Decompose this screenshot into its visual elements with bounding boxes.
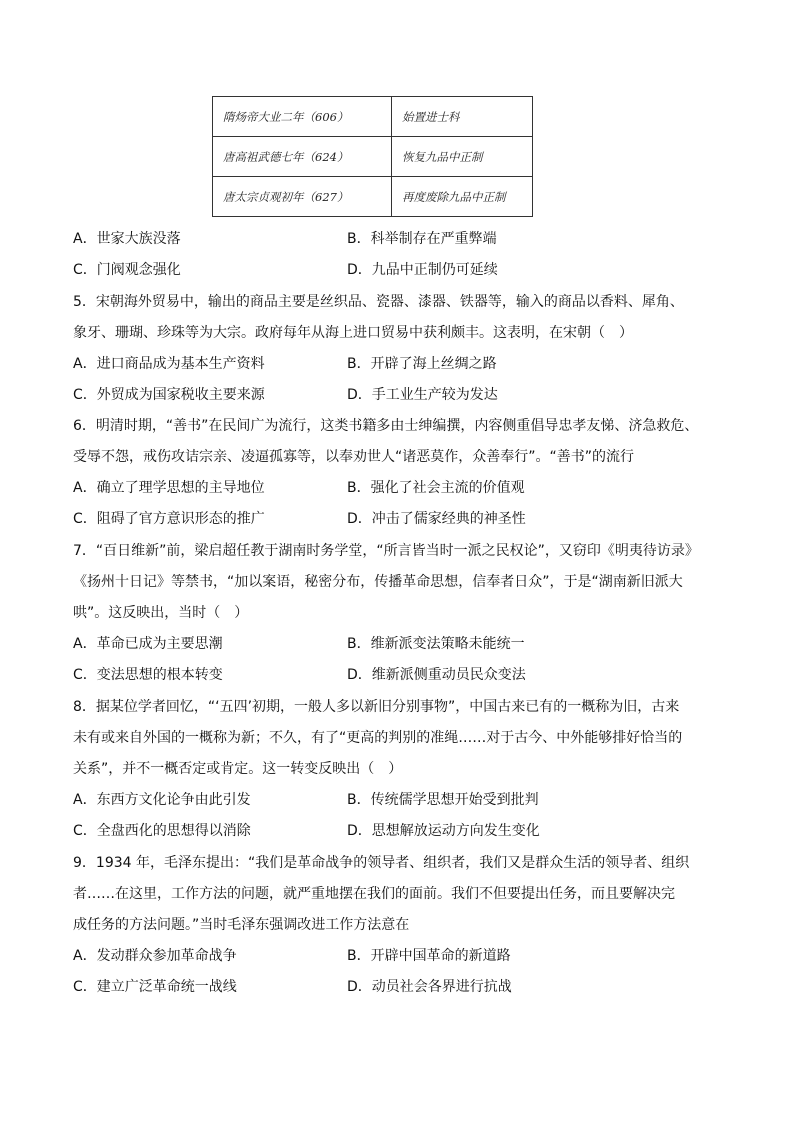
q6-stem-line-2: 受辱不怨，戒伤攻诘宗亲、凌逼孤寡等，以奉劝世人“诸恶莫作，众善奉行”。“善书”的流行 <box>73 449 635 465</box>
q8-option-c[interactable]: C．全盘西化的思想得以消除 <box>73 823 251 839</box>
q8-stem-line-2: 未有或来自外国的一概称为新；不久，有了“更高的判别的准绳……对于古今、中外能够排好恰当的 <box>73 730 683 746</box>
table-row <box>213 177 533 217</box>
q7-stem-line-2: 《扬州十日记》等禁书，“加以案语，秘密分布，传播革命思想，信奉者日众”，于是“湖南新旧派大 <box>73 574 683 590</box>
q4-option-c[interactable]: C．门阀观念强化 <box>73 262 181 278</box>
table-cell-event: 恢复九品中正制 <box>392 137 533 177</box>
q9-stem-line-1: 9．1934 年，毛泽东提出：“我们是革命战争的领导者、组织者，我们又是群众生活的领导者、组织 <box>73 855 690 871</box>
q7-option-b[interactable]: B．维新派变法策略未能统一 <box>347 636 525 652</box>
q5-option-c[interactable]: C．外贸成为国家税收主要来源 <box>73 387 265 403</box>
q7-stem-line-1: 7．“百日维新”前，梁启超任教于湖南时务学堂，“所言皆当时一派之民权论”，又窃印《明夷待访录》 <box>73 543 699 559</box>
q8-option-b[interactable]: B．传统儒学思想开始受到批判 <box>347 792 539 808</box>
q8-stem-line-3: 关系”，并不一概否定或肯定。这一转变反映出（ ） <box>73 761 403 777</box>
q9-option-c[interactable]: C．建立广泛革命统一战线 <box>73 979 237 995</box>
q9-stem-line-2: 者……在这里，工作方法的问题，就严重地摆在我们的面前。我们不但要提出任务，而且要解决完 <box>73 886 675 902</box>
q8-stem-line-1: 8．据某位学者回忆，“‘五四’初期，一般人多以新旧分别事物”，中国古来已有的一概称为旧，古来 <box>73 699 680 715</box>
q5-stem-line-2: 象牙、珊瑚、珍珠等为大宗。政府每年从海上进口贸易中获利颇丰。这表明，在宋朝（ ） <box>73 325 633 341</box>
table-cell-event: 再度废除九品中正制 <box>392 177 533 217</box>
q9-option-d[interactable]: D．动员社会各界进行抗战 <box>347 979 512 995</box>
history-table-wrap <box>212 96 533 217</box>
q4-option-b[interactable]: B．科举制存在严重弊端 <box>347 231 497 247</box>
q4-option-a[interactable]: A．世家大族没落 <box>73 231 181 247</box>
q9-option-b[interactable]: B．开辟中国革命的新道路 <box>347 948 511 964</box>
table-cell-time: 唐太宗贞观初年（627） <box>213 177 392 217</box>
q6-option-b[interactable]: B．强化了社会主流的价值观 <box>347 480 525 496</box>
q5-option-d[interactable]: D．手工业生产较为发达 <box>347 387 498 403</box>
table-cell-time: 隋炀帝大业二年（606） <box>213 97 392 137</box>
history-table <box>212 96 533 217</box>
table-cell-event: 始置进士科 <box>392 97 533 137</box>
q7-stem-line-3: 哄”。这反映出，当时（ ） <box>73 605 249 621</box>
q8-option-a[interactable]: A．东西方文化论争由此引发 <box>73 792 251 808</box>
q6-stem-line-1: 6．明清时期，“善书”在民间广为流行，这类书籍多由士绅编撰，内容侧重倡导忠孝友悌、济急救危、 <box>73 418 699 434</box>
q4-option-d[interactable]: D．九品中正制仍可延续 <box>347 262 498 278</box>
table-cell-time: 唐高祖武德七年（624） <box>213 137 392 177</box>
q6-option-a[interactable]: A．确立了理学思想的主导地位 <box>73 480 265 496</box>
q9-stem-line-3: 成任务的方法问题。”当时毛泽东强调改进工作方法意在 <box>73 917 410 933</box>
q6-option-d[interactable]: D．冲击了儒家经典的神圣性 <box>347 511 526 527</box>
q5-stem-line-1: 5．宋朝海外贸易中，输出的商品主要是丝织品、瓷器、漆器、铁器等，输入的商品以香料、犀角、 <box>73 294 684 310</box>
q7-option-d[interactable]: D．维新派侧重动员民众变法 <box>347 667 526 683</box>
q9-option-a[interactable]: A．发动群众参加革命战争 <box>73 948 237 964</box>
q8-option-d[interactable]: D．思想解放运动方向发生变化 <box>347 823 540 839</box>
q5-option-a[interactable]: A．进口商品成为基本生产资料 <box>73 356 265 372</box>
q5-option-b[interactable]: B．开辟了海上丝绸之路 <box>347 356 497 372</box>
q7-option-c[interactable]: C．变法思想的根本转变 <box>73 667 223 683</box>
q7-option-a[interactable]: A．革命已成为主要思潮 <box>73 636 223 652</box>
table-row <box>213 97 533 137</box>
table-row <box>213 137 533 177</box>
q6-option-c[interactable]: C．阻碍了官方意识形态的推广 <box>73 511 265 527</box>
